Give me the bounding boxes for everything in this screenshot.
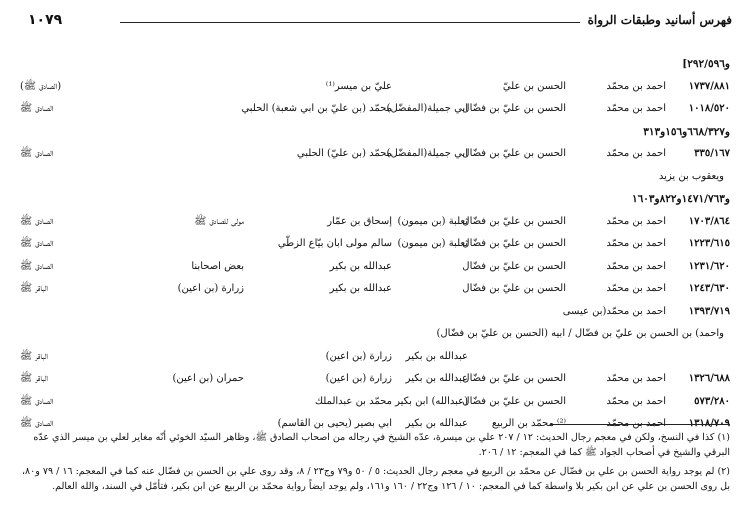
row-code: ١٧٠٣/٨٦٤	[688, 215, 730, 227]
narrator-4: محمّد بن عبدالملك	[314, 395, 392, 407]
book-title: فهرس أسانيد وطبقات الرواة	[587, 13, 732, 27]
chain-row	[20, 148, 730, 171]
note-text: واحمد) بن الحسن بن عليّ بن فضّال / ابيه (الحسن بن عليّ بن فضّال)	[436, 328, 724, 339]
section-heading	[20, 126, 730, 149]
row-code: ١٣٢٦/٦٨٨	[688, 373, 730, 384]
heading-text: و٦٦٨/٣٢٧و١٥٦و٣١٣	[643, 125, 730, 138]
chain-row	[20, 103, 730, 126]
narrator-3: ثعلبة (بن ميمون)	[397, 238, 468, 249]
narrator-2: الحسن بن عليّ بن فضّال	[462, 283, 566, 294]
narrator-5: زرارة (بن اعين)	[177, 283, 244, 294]
chain-row	[20, 351, 730, 374]
imam-name: (الصادق ﷺ)	[20, 80, 62, 92]
footnote-rule	[550, 424, 730, 425]
narrator-2: الحسن بن عليّ بن فضّال	[462, 215, 566, 227]
chain-note	[20, 328, 730, 351]
chain-row	[20, 306, 730, 329]
narrator-1: احمد بن محمّد	[606, 260, 666, 272]
chain-row	[20, 283, 730, 306]
imam-name: الصادق ﷺ	[20, 395, 54, 407]
narrator-1: احمد بن محمّد	[606, 103, 666, 114]
row-code: ١٢٤٣/٦٣٠	[688, 283, 730, 294]
narrator-4: ابي بصير (يحيى بن القاسم)	[277, 418, 392, 429]
narrator-4: زرارة (بن اعين)	[325, 350, 392, 362]
chain-row	[20, 261, 730, 284]
imam-name: الباقر ﷺ	[20, 283, 49, 294]
narrator-2: الحسن بن عليّ	[502, 80, 566, 92]
narrator-2: الحسن بن عليّ بن فضّال	[462, 238, 566, 249]
imam-name: الصادق ﷺ	[20, 103, 54, 114]
chain-row	[20, 238, 730, 261]
imam-name: الباقر ﷺ	[20, 373, 49, 384]
row-code: ١٣١٨/٧٠٩	[688, 418, 730, 429]
page-number: ١٠٧٩	[28, 12, 63, 28]
chain-row	[20, 216, 730, 239]
narrator-1: احمد بن محمّد	[606, 215, 666, 227]
narrator-3: عبدالله بن بكير	[405, 350, 468, 362]
footnotes	[20, 430, 730, 498]
chain-row	[20, 81, 730, 104]
narrator-2: ⁽²⁾ محمّد بن الربيع	[491, 418, 566, 429]
narrator-4: عبدالله بن بكير	[329, 260, 392, 272]
note-text: ويعقوب بن يزيد	[658, 170, 724, 182]
header-rule	[120, 22, 580, 23]
narrator-4: سالم مولى ابان بيّاع الزطّي	[277, 238, 392, 249]
narrator-3: عبدالله بن بكير	[405, 373, 468, 384]
chain-row	[20, 373, 730, 396]
imam-name: الصادق ﷺ	[20, 215, 54, 227]
heading-text: و٢٩٢/٥٩٦]	[682, 58, 730, 70]
imam-name: الصادق ﷺ	[20, 418, 54, 429]
narrator-4: محمّد (بن عليّ) الحلبي	[296, 148, 392, 159]
narrator-3: ابي جميلة(المفضّل)	[386, 148, 468, 159]
narrator-1: احمد بن محمّد(بن عيسى	[562, 305, 666, 317]
narrator-4: عبدالله بن بكير	[329, 283, 392, 294]
chain-table	[20, 58, 730, 441]
footnote-2: (٢) لم يوجد رواية الحسن بن علي بن فضّال عن محمّد بن الربيع في معجم رجال الحديث: ٥ / ٥٠ و٧٩ وج٢٣ / ٨، وقد روى علي بن الحسن بن فضّال عنه كما في المعجم: ١٦ / ٧٩ و٨٠، بل روى الحسن بن علي عن ابن بكير بلا واسطة كما في المعجم: ١٠ / ١٢٦ وج٢٢ / ١٦٠ و١٦١، ولم يوجد ايضاً رواية محمّد بن الربيع عن ابن بكير، فتأمّل في السند، والله العالم.	[21, 466, 730, 492]
narrator-1: احمد بن محمّد	[606, 373, 666, 384]
imam-name: الصادق ﷺ	[20, 148, 54, 159]
narrator-1: احمد بن محمّد	[606, 283, 666, 294]
row-code: ١٢٢٣/٦١٥	[688, 238, 730, 249]
narrator-5: حمران (بن اعين)	[172, 373, 244, 384]
narrator-2: الحسن بن عليّ بن فضّال	[462, 103, 566, 114]
section-heading	[20, 193, 730, 216]
section-heading	[20, 58, 730, 81]
narrator-1: احمد بن محمّد	[606, 148, 666, 159]
narrator-4: محمّد (بن عليّ بن ابي شعبة) الحلبي	[241, 103, 392, 114]
narrator-5: مولى للصادق ﷺ	[194, 215, 244, 227]
narrator-3: ابي جميلة(المفضّل)	[386, 103, 468, 114]
narrator-2: الحسن بن عليّ بن فضّال	[462, 148, 566, 159]
imam-name: الباقر ﷺ	[20, 350, 49, 362]
imam-name: الصادق ﷺ	[20, 260, 54, 272]
narrator-3: ثعلبة (بن ميمون)	[397, 215, 468, 227]
row-code: ٥٧٣/٢٨٠	[694, 395, 730, 407]
footnote-1: (١) كذا في النسخ، ولكن في معجم رجال الحديث: ١٢ / ٢٠٧ علي بن ميسرة، عدّه الشيخ في رجاله من اصحاب الصادق ﷺ، وظاهر السيّد الخوئي أنّه مغاير لعلي بن ميسر الذي عدّه البرقي والشيخ في أصحاب الجواد ﷺ كما في المعجم: ١٢ / ٢٠٦.	[33, 432, 730, 458]
row-code: ١٢٣١/٦٢٠	[688, 260, 730, 272]
narrator-2: الحسن بن عليّ بن فضّال	[462, 260, 566, 272]
row-code: ٣٣٥/١٦٧	[694, 148, 730, 159]
row-code: ١٣٩٣/٧١٩	[688, 305, 730, 317]
narrator-3: (عبدالله) ابن بكير	[395, 395, 468, 407]
narrator-1: احمد بن محمّد	[606, 80, 666, 92]
narrator-3: عبدالله بن بكير	[405, 418, 468, 429]
chain-row	[20, 396, 730, 419]
narrator-5: بعض اصحابنا	[191, 260, 244, 272]
page-header	[28, 12, 732, 38]
narrator-4: إسحاق بن عمّار	[327, 215, 392, 227]
narrator-1: احمد بن محمّد	[606, 238, 666, 249]
narrator-1: احمد بن محمّد	[606, 395, 666, 407]
chain-note	[20, 171, 730, 194]
narrator-2: الحسن بن عليّ بن فضّال	[462, 373, 566, 384]
narrator-4: زرارة (بن اعين)	[325, 373, 392, 384]
narrator-2: الحسن بن عليّ بن فضّال	[462, 395, 566, 407]
heading-text: و١٤٧١/٧٦٣و٨٢٢و١٦٠٣	[631, 193, 730, 205]
imam-name: الصادق ﷺ	[20, 238, 54, 249]
row-code: ١٠١٨/٥٢٠	[688, 103, 730, 114]
narrator-4: عليّ بن ميسر⁽¹⁾	[325, 80, 392, 92]
row-code: ١٧٣٧/٨٨١	[688, 80, 730, 92]
narrator-1: احمد بن محمّد	[606, 418, 666, 429]
